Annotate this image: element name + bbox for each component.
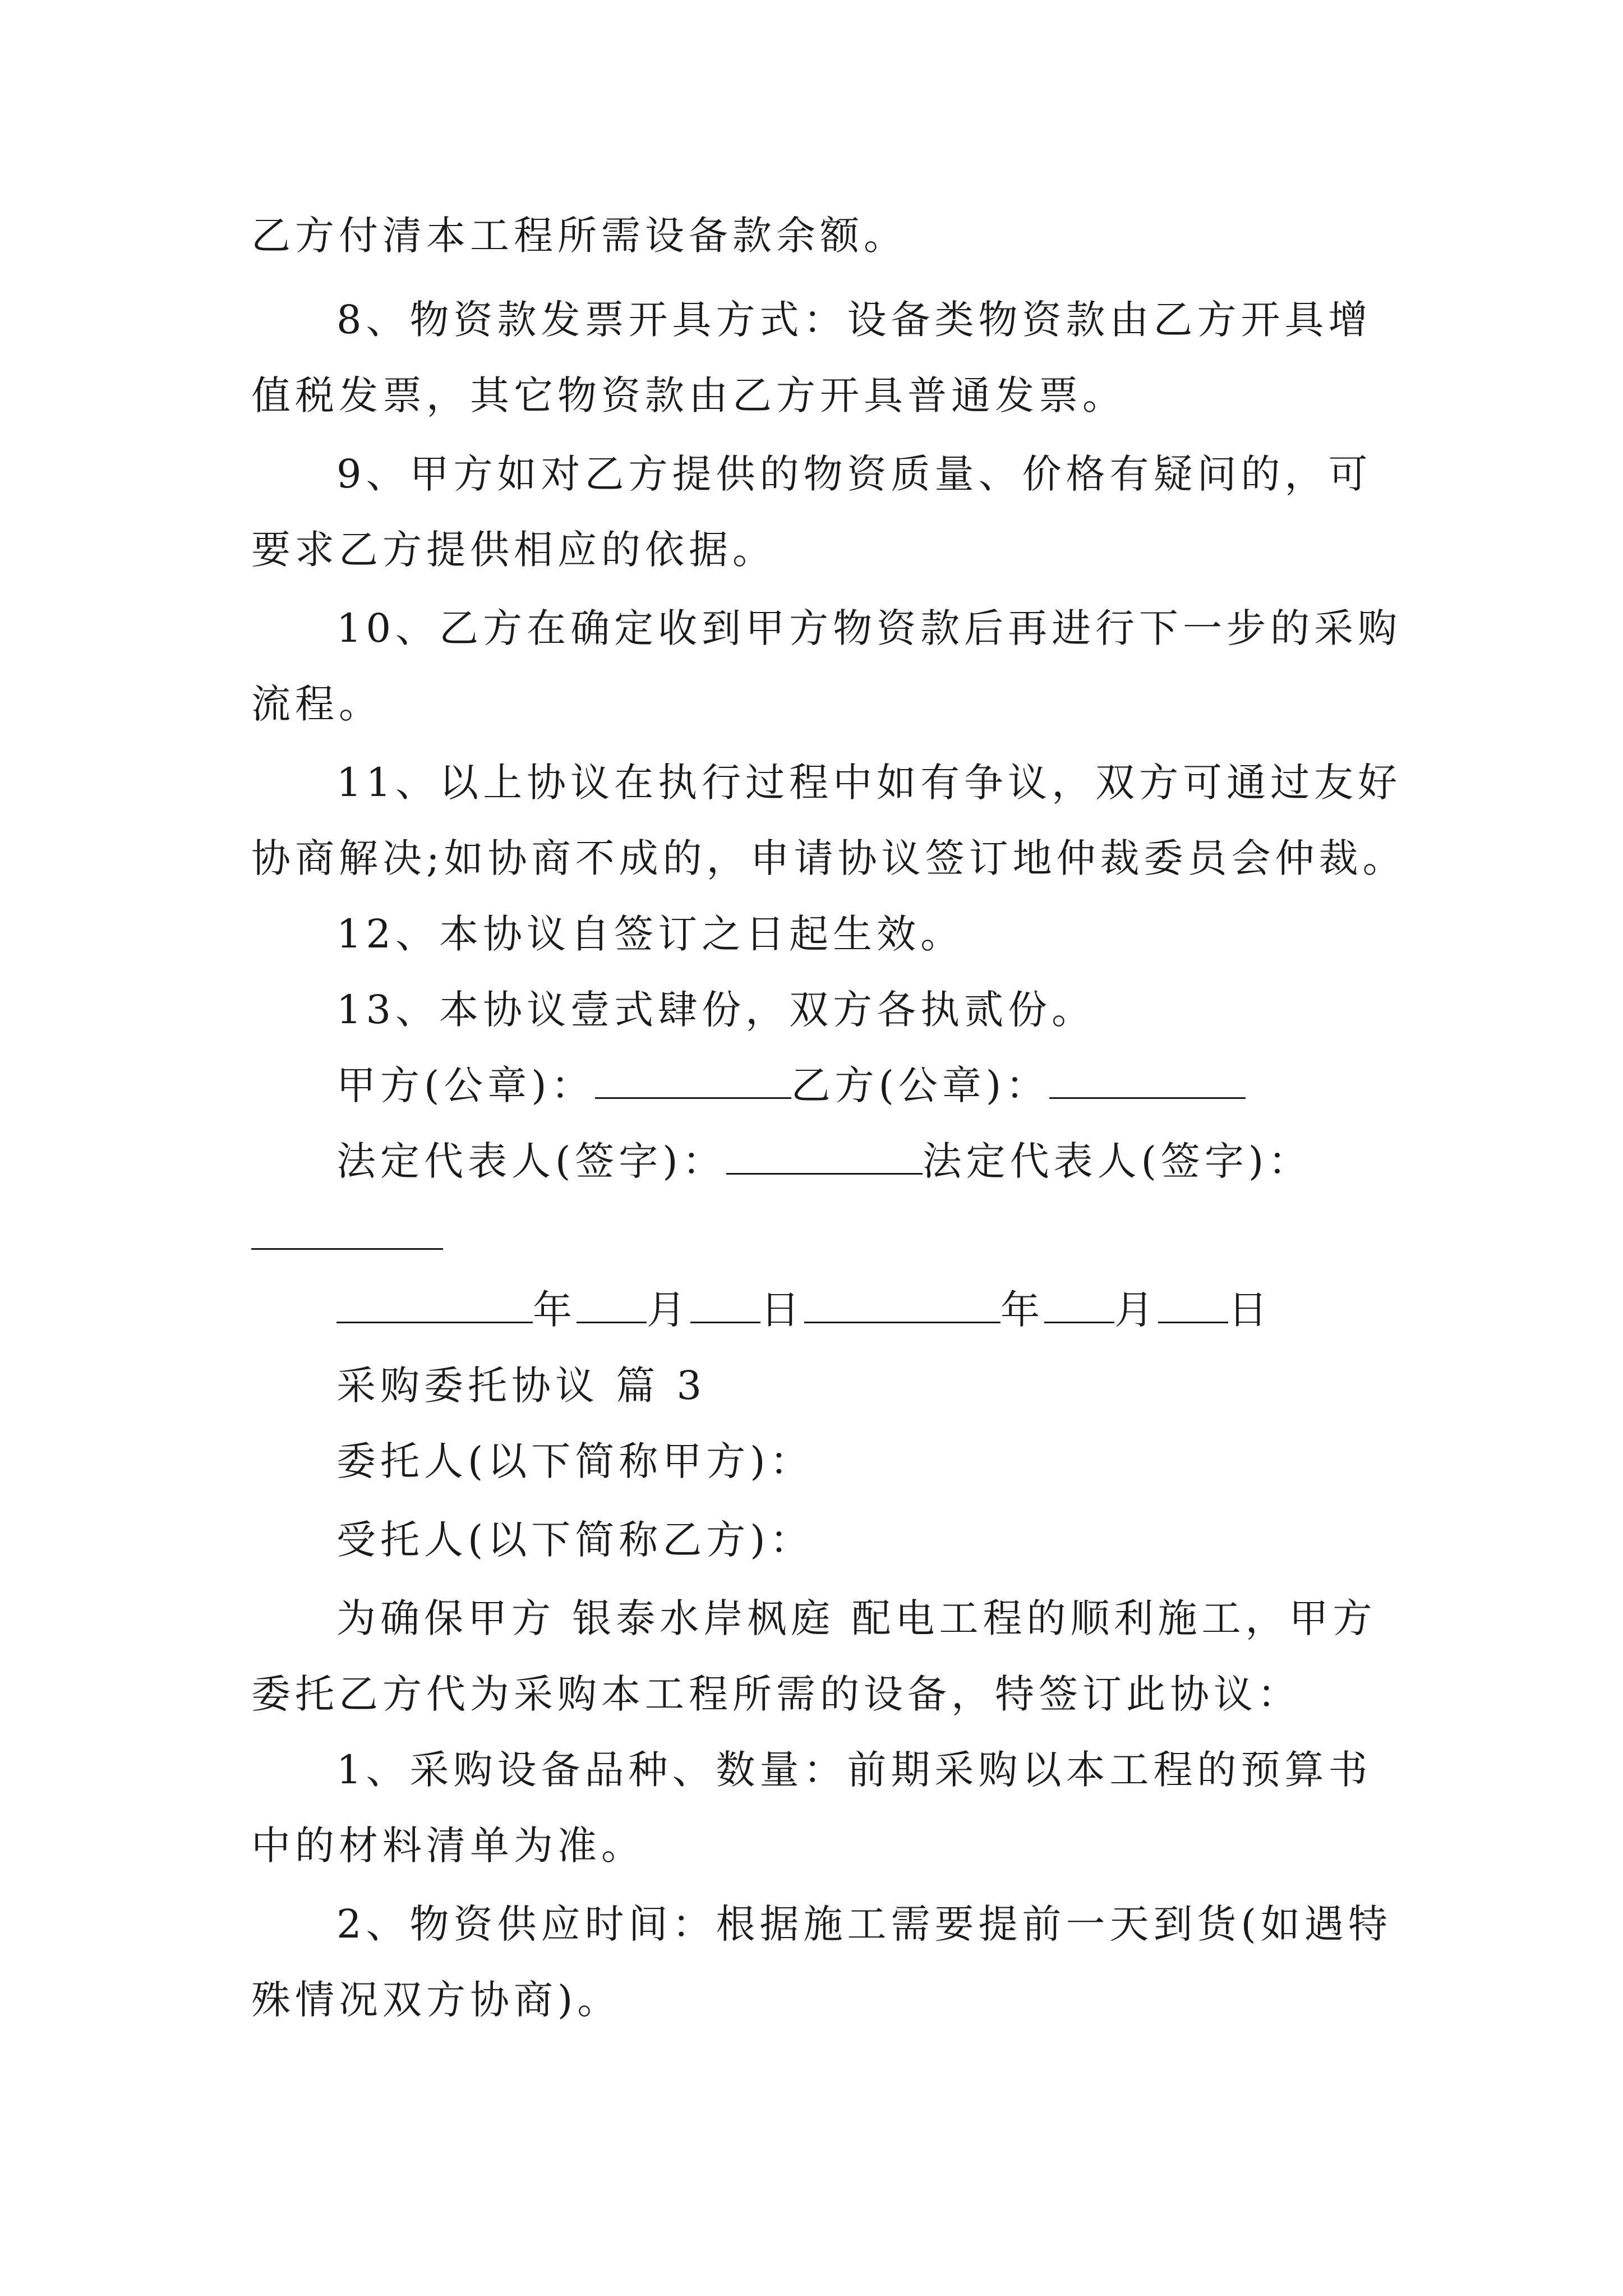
clause-11-line-2: 协商解决;如协商不成的，申请协议签订地仲裁委员会仲裁。 [251, 835, 1407, 881]
intro-line-2: 委托乙方代为采购本工程所需的设备，特签订此协议： [251, 1671, 1301, 1717]
rep-a-blank [726, 1137, 923, 1175]
intro-line-1: 为确保甲方 银泰水岸枫庭 配电工程的顺利施工，甲方 [336, 1595, 1377, 1641]
year-b-blank [804, 1286, 1000, 1323]
representative-line [336, 1136, 1312, 1186]
month-a-label: 月 [647, 1287, 690, 1333]
item-2-line-2: 殊情况双方协商)。 [251, 1977, 621, 2023]
clause-8-line-1: 8、物资款发票开具方式：设备类物资款由乙方开具增 [336, 297, 1372, 343]
rep-b-label: 法定代表人(签字)： [922, 1138, 1312, 1184]
year-b-label: 年 [1000, 1287, 1044, 1333]
principal-line: 委托人(以下简称甲方)： [336, 1438, 814, 1484]
paragraph-line: 乙方付清本工程所需设备款余额。 [251, 213, 907, 259]
year-a-label: 年 [533, 1287, 577, 1333]
party-a-seal-label: 甲方(公章)： [336, 1062, 595, 1108]
clause-13: 13、本协议壹式肆份，双方各执贰份。 [336, 987, 1096, 1033]
date-line [336, 1285, 1272, 1335]
clause-9-line-1: 9、甲方如对乙方提供的物资质量、价格有疑问的，可 [336, 451, 1372, 497]
item-1-line-2: 中的材料清单为准。 [251, 1823, 645, 1869]
party-b-seal-label: 乙方(公章)： [791, 1062, 1050, 1108]
section-3-title: 采购委托协议 篇 3 [336, 1363, 707, 1409]
agent-line: 受托人(以下简称乙方)： [336, 1517, 814, 1563]
day-b-label: 日 [1228, 1287, 1272, 1333]
day-a-blank [690, 1286, 760, 1323]
clause-10-line-2: 流程。 [251, 681, 382, 727]
day-a-label: 日 [760, 1287, 804, 1333]
month-b-blank [1044, 1286, 1114, 1323]
item-1-line-1: 1、采购设备品种、数量：前期采购以本工程的预算书 [336, 1747, 1372, 1793]
rep-b-blank [251, 1248, 443, 1250]
party-a-seal-blank [595, 1061, 791, 1099]
clause-8-line-2: 值税发票，其它物资款由乙方开具普通发票。 [251, 372, 1126, 418]
month-a-blank [577, 1286, 647, 1323]
clause-12: 12、本协议自签订之日起生效。 [336, 911, 965, 957]
party-b-seal-blank [1049, 1061, 1246, 1099]
rep-a-label: 法定代表人(签字)： [336, 1138, 726, 1184]
clause-11-line-1: 11、以上协议在执行过程中如有争议，双方可通过友好 [336, 760, 1402, 806]
seal-line [336, 1060, 1246, 1111]
month-b-label: 月 [1114, 1287, 1158, 1333]
clause-9-line-2: 要求乙方提供相应的依据。 [251, 527, 776, 573]
day-b-blank [1158, 1286, 1228, 1323]
clause-10-line-1: 10、乙方在确定收到甲方物资款后再进行下一步的采购 [336, 605, 1402, 651]
item-2-line-1: 2、物资供应时间：根据施工需要提前一天到货(如遇特 [336, 1901, 1392, 1947]
year-a-blank [336, 1286, 533, 1323]
